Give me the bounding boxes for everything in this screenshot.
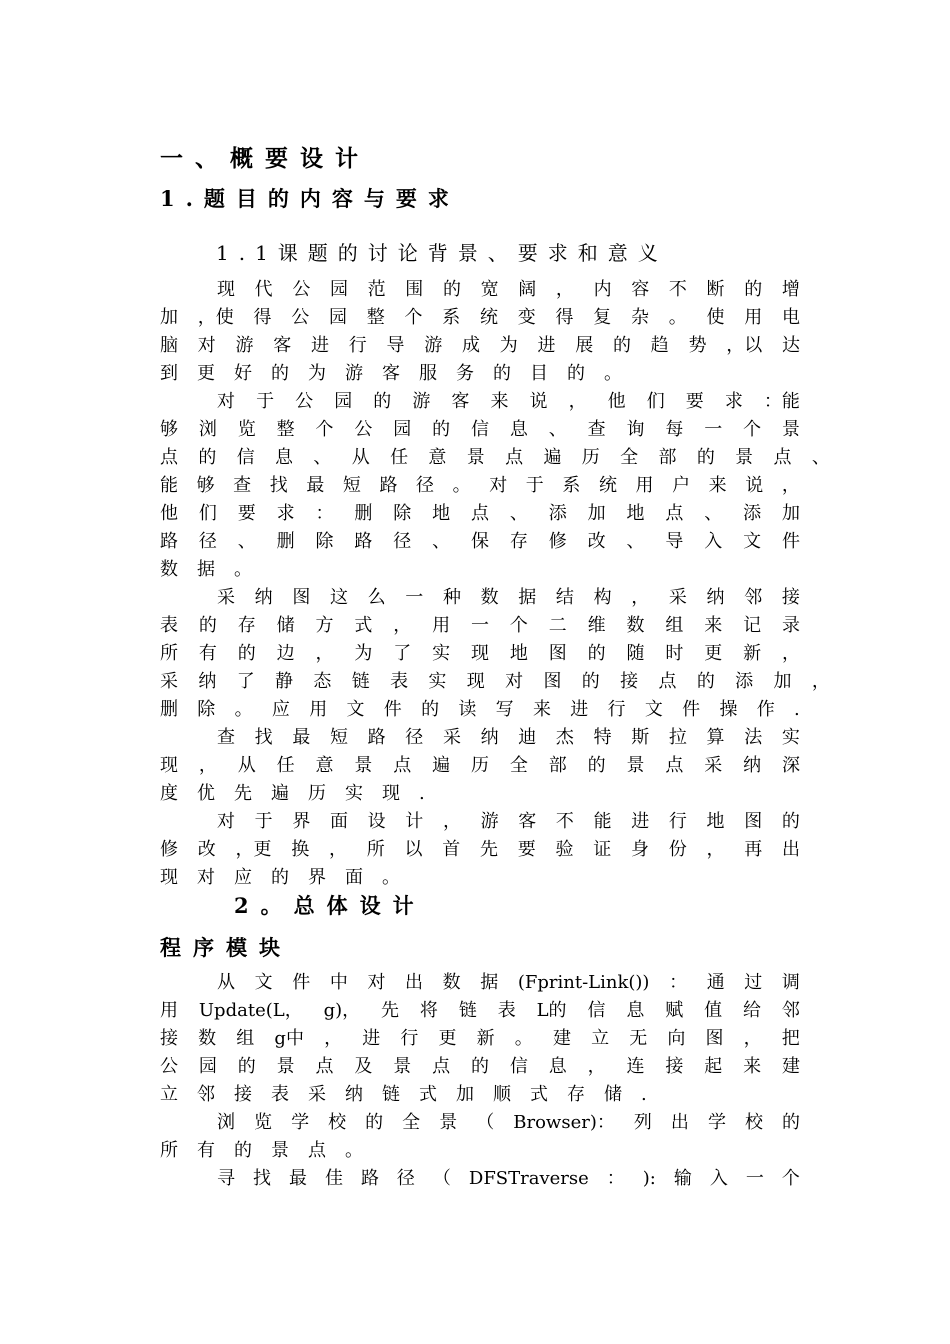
subsection-heading-requirements: 1.题目的内容与要求 bbox=[160, 186, 460, 211]
text-line: 采 纳 图 这 么 一 种 数 据 结 构 ， 采 纳 邻 接 bbox=[217, 587, 800, 608]
text-line: 接 数 组 g中 ， 进 行 更 新 。 建 立 无 向 图 ， 把 bbox=[160, 1028, 800, 1049]
text-line: 度 优 先 遍 历 实 现 . bbox=[160, 783, 425, 804]
text-line: 到 更 好 的 为 游 客 服 务 的 目 的 。 bbox=[160, 363, 622, 384]
text-line: 浏 览 学 校 的 全 景 （ Browser)： 列 出 学 校 的 bbox=[217, 1112, 800, 1133]
text-line: 现 对 应 的 界 面 。 bbox=[160, 867, 400, 888]
text-line: 路 径 、 删 除 路 径 、 保 存 修 改 、 导 入 文 件 bbox=[160, 531, 800, 552]
text-line: 点 的 信 息 、 从 任 意 景 点 遍 历 全 部 的 景 点 、 bbox=[160, 447, 830, 468]
text-line: 加 ，使 得 公 园 整 个 系 统 变 得 复 杂 。 使 用 电 bbox=[160, 307, 800, 328]
text-line: 所 有 的 边 ， 为 了 实 现 地 图 的 随 时 更 新 ， bbox=[160, 643, 800, 664]
text-line: 够 浏 览 整 个 公 园 的 信 息 、 查 询 每 一 个 景 bbox=[160, 419, 800, 440]
text-line: 所 有 的 景 点 。 bbox=[160, 1140, 363, 1161]
text-line: 修 改 ，更 换 ， 所 以 首 先 要 验 证 身 份 ， 再 出 bbox=[160, 839, 800, 860]
text-line: 脑 对 游 客 进 行 导 游 成 为 进 展 的 趋 势 ，以 达 bbox=[160, 335, 800, 356]
text-line: 他 们 要 求 ： 删 除 地 点 、 添 加 地 点 、 添 加 bbox=[160, 503, 800, 524]
subsubsection-heading-background: 1.1课题的讨论背景、要求和意义 bbox=[216, 241, 668, 265]
text-line: 采 纳 了 静 态 链 表 实 现 对 图 的 接 点 的 添 加 ， bbox=[160, 671, 830, 692]
section-heading-overall-design: 2。总体设计 bbox=[234, 893, 426, 918]
text-line: 对 于 界 面 设 计 ， 游 客 不 能 进 行 地 图 的 bbox=[217, 811, 800, 832]
text-line: 查 找 最 短 路 径 采 纳 迪 杰 特 斯 拉 算 法 实 bbox=[217, 727, 800, 748]
text-line: 数 据 。 bbox=[160, 559, 252, 580]
section-heading-program-modules: 程序模块 bbox=[160, 935, 292, 960]
text-line: 寻 找 最 佳 路 径 （ DFSTraverse ： ): 输 入 一 个 bbox=[217, 1168, 800, 1189]
text-line: 用 Update(L， g)， 先 将 链 表 L的 信 息 赋 值 给 邻 bbox=[160, 1000, 800, 1021]
text-line: 从 文 件 中 对 出 数 据 (Fprint-Link()) ： 通 过 调 bbox=[217, 972, 800, 993]
section-heading-overview: 一、概要设计 bbox=[160, 145, 370, 172]
text-line: 公 园 的 景 点 及 景 点 的 信 息 ， 连 接 起 来 建 bbox=[160, 1056, 800, 1077]
text-line: 现 代 公 园 范 围 的 宽 阔 ， 内 容 不 断 的 增 bbox=[217, 279, 800, 300]
text-line: 删 除 。 应 用 文 件 的 读 写 来 进 行 文 件 操 作 . bbox=[160, 699, 800, 720]
text-line: 现 ， 从 任 意 景 点 遍 历 全 部 的 景 点 采 纳 深 bbox=[160, 755, 800, 776]
text-line: 能 够 查 找 最 短 路 径 。 对 于 系 统 用 户 来 说 ， bbox=[160, 475, 800, 496]
text-line: 立 邻 接 表 采 纳 链 式 加 顺 式 存 储 . bbox=[160, 1084, 647, 1105]
text-line: 表 的 存 储 方 式 ， 用 一 个 二 维 数 组 来 记 录 bbox=[160, 615, 800, 636]
text-line: 对 于 公 园 的 游 客 来 说 ， 他 们 要 求 ：能 bbox=[217, 391, 800, 412]
